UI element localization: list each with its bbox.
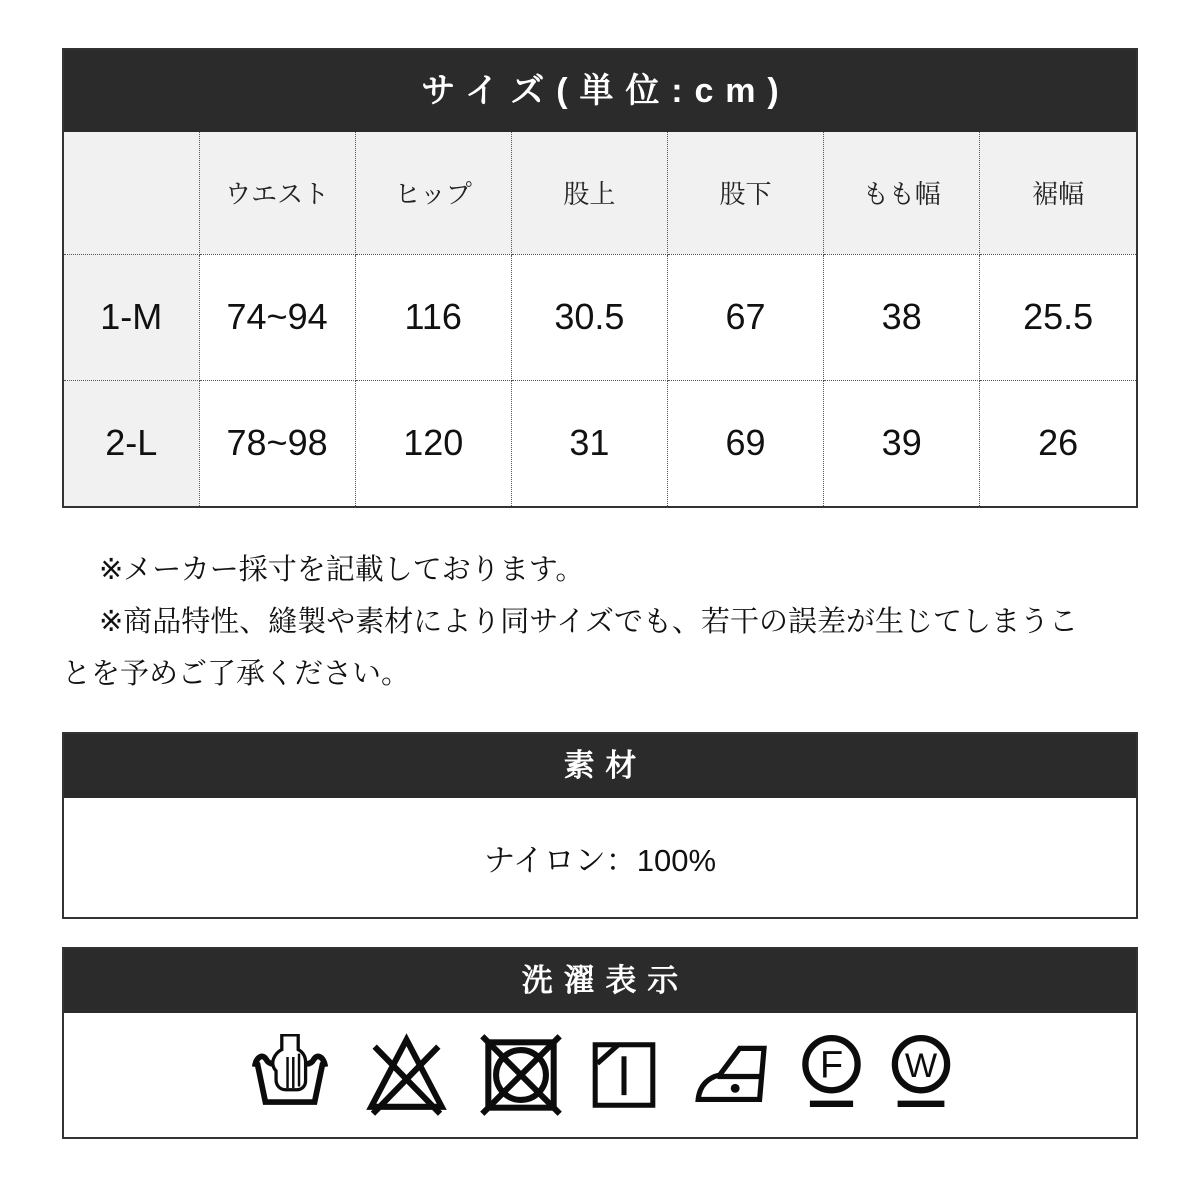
column-header-thigh-width: もも幅 (824, 132, 980, 254)
laundry-section-title: 洗濯表示 (64, 949, 1136, 1013)
do-not-tumble-dry-icon (478, 1032, 564, 1118)
wet-clean-letter: W (904, 1046, 938, 1085)
size-section-title: サイズ(単位:cm) (64, 50, 1136, 132)
cell-1m-hip: 116 (355, 254, 511, 380)
cell-1m-inseam: 67 (667, 254, 823, 380)
measurement-notes (62, 544, 1138, 700)
size-section (62, 48, 1138, 508)
column-header-hip: ヒップ (355, 132, 511, 254)
wet-clean-gentle-icon (887, 1030, 955, 1120)
row-label-2l: 2-L (64, 380, 199, 506)
cell-1m-rise: 30.5 (511, 254, 667, 380)
size-table (64, 132, 1136, 506)
cell-1m-hem: 25.5 (980, 254, 1136, 380)
dry-clean-letter: F (819, 1044, 844, 1087)
material-section (62, 732, 1138, 919)
cell-2l-waist: 78~98 (199, 380, 355, 506)
size-chart-page (62, 0, 1138, 1139)
table-row-size-2l (64, 380, 1136, 506)
column-header-hem-width: 裾幅 (980, 132, 1136, 254)
cell-1m-waist: 74~94 (199, 254, 355, 380)
cell-2l-rise: 31 (511, 380, 667, 506)
note-line-2: ※商品特性、縫製や素材により同サイズでも、若干の誤差が生じてしまうこ (99, 606, 1078, 638)
iron-low-heat-icon (684, 1038, 776, 1112)
laundry-symbols-row (64, 1013, 1136, 1137)
cell-2l-inseam: 69 (667, 380, 823, 506)
column-header-rise: 股上 (511, 132, 667, 254)
material-section-title: 素材 (64, 734, 1136, 798)
size-table-header-row (64, 132, 1136, 254)
size-table-corner-cell (64, 132, 199, 254)
row-label-1m: 1-M (64, 254, 199, 380)
laundry-section (62, 947, 1138, 1139)
cell-2l-thigh: 39 (824, 380, 980, 506)
note-line-3: とを予めご了承ください。 (62, 658, 411, 690)
note-line-1: ※メーカー採寸を記載しております。 (99, 554, 585, 586)
column-header-inseam: 股下 (667, 132, 823, 254)
do-not-bleach-icon (359, 1032, 454, 1118)
dry-clean-petroleum-gentle-icon (800, 1030, 863, 1120)
table-row-size-1m (64, 254, 1136, 380)
cell-2l-hip: 120 (355, 380, 511, 506)
cell-1m-thigh: 38 (824, 254, 980, 380)
cell-2l-hem: 26 (980, 380, 1136, 506)
line-dry-in-shade-icon (588, 1034, 660, 1116)
material-content: ナイロン：100% (64, 798, 1136, 917)
hand-wash-icon (245, 1034, 335, 1116)
column-header-waist: ウエスト (199, 132, 355, 254)
